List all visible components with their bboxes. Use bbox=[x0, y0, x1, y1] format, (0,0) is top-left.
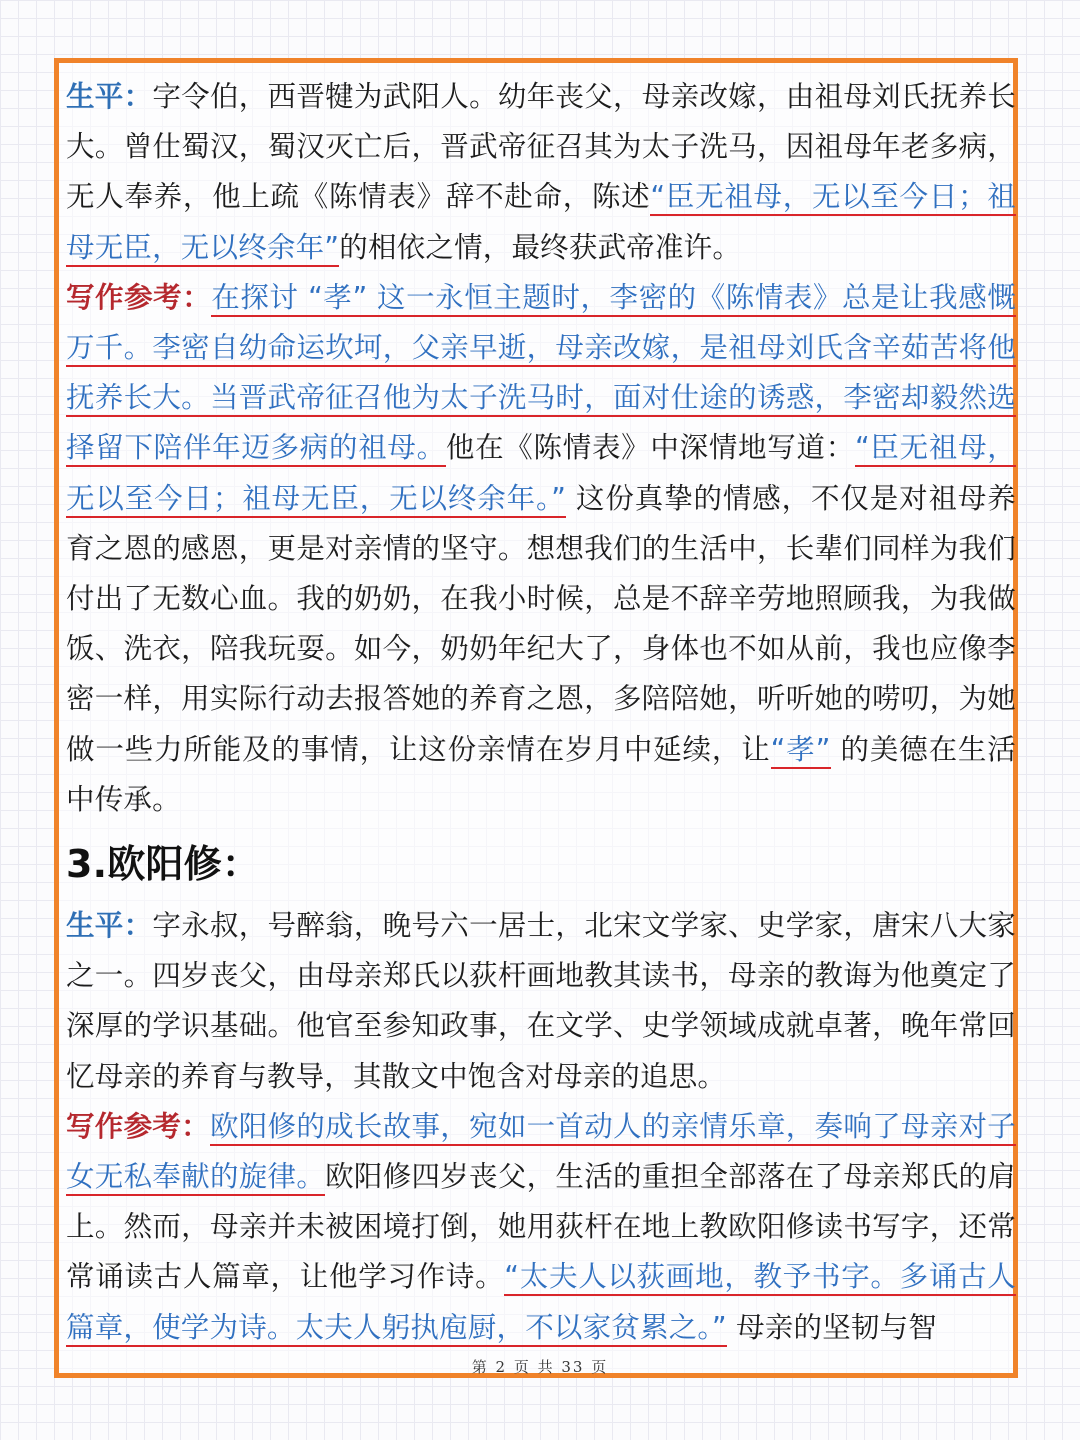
body-text: 字永叔，号醉翁，晚号六一居士，北宋文学家、史学家，唐宋八大家之一。四岁丧父，由母亲郑氏以荻杆画地教其读书，母亲的教诲为他奠定了深厚的学识基础。他官至参知政事，在文学、史学领域成就卓著，晚年常回忆母亲的养育与教导，其散文中饱含对母亲的追思。 bbox=[66, 909, 1016, 1093]
footer-mid: 页 共 bbox=[513, 1358, 555, 1376]
paragraph-ouyang-xiu-writing bbox=[66, 1102, 1016, 1353]
current-page-number: 2 bbox=[495, 1358, 508, 1376]
footer-prefix: 第 bbox=[471, 1358, 489, 1376]
underlined-text: “孝” bbox=[771, 733, 831, 769]
body-text: 的美德在生活中传承。 bbox=[66, 732, 1016, 816]
underlined-quote: “太夫人以荻画地，教予书字。多诵古人篇章，使学为诗。太夫人躬执庖厨，不以家贫累之。” bbox=[66, 1260, 1016, 1346]
underlined-quote: “臣无祖母，无以至今日；祖母无臣，无以终余年。” bbox=[66, 431, 1016, 517]
body-text: 字令伯，西晋犍为武阳人。幼年丧父，母亲改嫁，由祖母刘氏抚养长大。曾仕蜀汉，蜀汉灭亡后，晋武帝征召其为太子洗马，因祖母年老多病，无人奉养，他上疏《陈情表》辞不赴命，陈述 bbox=[66, 80, 1016, 214]
underlined-text: 欧阳修的成长故事，宛如一首动人的亲情乐章，奏响了母亲对子女无私奉献的旋律。 bbox=[66, 1110, 1016, 1196]
body-text: 的相依之情，最终获武帝准许。 bbox=[339, 230, 742, 264]
body-text: 欧阳修四岁丧父，生活的重担全部落在了母亲郑氏的肩上。然而，母亲并未被困境打倒，她用荻杆在地上教欧阳修读书写字，还常常诵读古人篇章，让他学习作诗。 bbox=[66, 1160, 1016, 1294]
paragraph-li-mi-writing bbox=[66, 273, 1016, 825]
body-text: 母亲的坚韧与智 bbox=[726, 1310, 937, 1344]
section-heading: 3.欧阳修： bbox=[66, 842, 261, 887]
footer-suffix: 页 bbox=[591, 1358, 609, 1376]
biography-label: 生平： bbox=[66, 80, 153, 113]
paragraph-li-mi-biography bbox=[66, 72, 1016, 273]
paragraph-ouyang-xiu-biography bbox=[66, 901, 1016, 1102]
writing-reference-label: 写作参考： bbox=[66, 1109, 210, 1143]
writing-reference-label: 写作参考： bbox=[66, 280, 212, 314]
page-number-footer bbox=[0, 1356, 1080, 1377]
body-text: 他在《陈情表》中深情地写道： bbox=[445, 431, 855, 465]
body-text: 这份真挚的情感，不仅是对祖母养育之恩的感恩，更是对亲情的坚守。想想我们的生活中，长辈们同样为我们付出了无数心血。我的奶奶，在我小时候，总是不辞辛劳地照顾我，为我做饭、洗衣，陪我玩耍。如今，奶奶年纪大了，身体也不如从前，我也应像李密一样，用实际行动去报答她的养育之恩，多陪陪她，听听她的唠叨，为她做一些力所能及的事情，让这份亲情在岁月中延续，让 bbox=[66, 481, 1016, 766]
underlined-quote: “臣无祖母，无以至今日；祖母无臣，无以终余年” bbox=[66, 180, 1016, 266]
total-page-count: 33 bbox=[561, 1358, 585, 1376]
document-body bbox=[66, 72, 1016, 1353]
underlined-text: 在探讨 “孝” 这一永恒主题时，李密的《陈情表》总是让我感慨万千。李密自幼命运坎坷，父亲早逝，母亲改嫁，是祖母刘氏含辛茹苦将他抚养长大。当晋武帝征召他为太子洗马时，面对仕途的诱惑，李密却毅然选择留下陪伴年迈多病的祖母。 bbox=[66, 281, 1016, 468]
biography-label: 生平： bbox=[66, 909, 153, 943]
